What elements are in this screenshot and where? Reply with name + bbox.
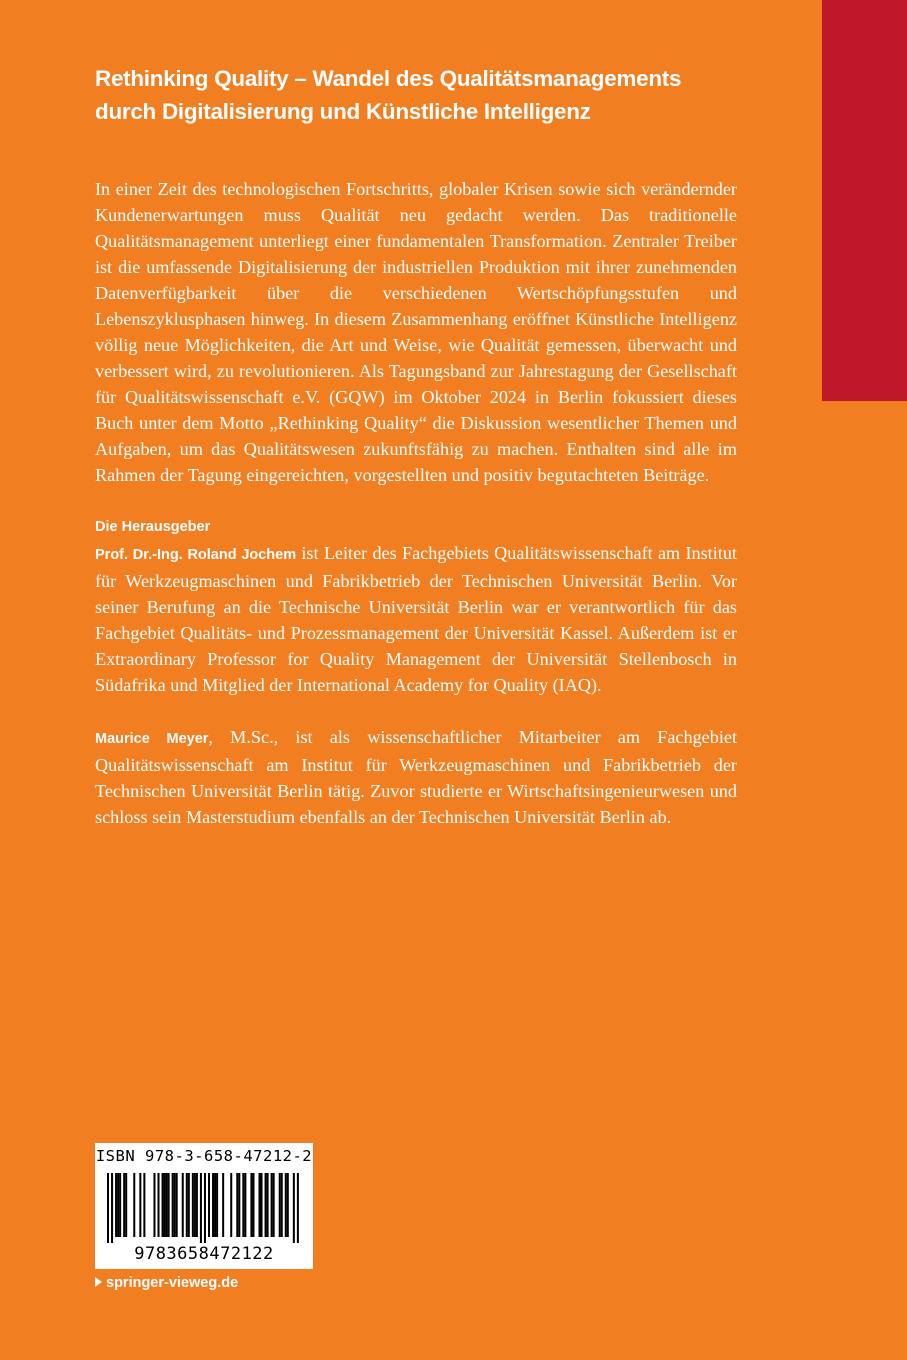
barcode-bar	[176, 1173, 178, 1237]
barcode-bar	[230, 1173, 232, 1237]
barcode-bar	[139, 1173, 141, 1237]
barcode-bar	[168, 1173, 170, 1237]
barcode-bar	[250, 1173, 252, 1237]
barcode-bar	[123, 1173, 125, 1237]
barcode-bar	[200, 1173, 202, 1243]
barcode-bar	[166, 1173, 168, 1237]
barcode-bar	[119, 1173, 121, 1237]
barcode-bar	[143, 1173, 145, 1237]
barcode-bar	[125, 1173, 127, 1237]
barcode-bar	[222, 1173, 224, 1237]
barcode-bar	[117, 1173, 119, 1237]
barcode-bar	[279, 1173, 281, 1237]
barcode-bar	[208, 1173, 210, 1237]
triangle-right-icon	[95, 1277, 102, 1287]
accent-band	[822, 0, 907, 401]
book-title-line-2: durch Digitalisierung und Künstliche Intelligenz	[95, 99, 591, 124]
barcode-bar	[212, 1173, 214, 1237]
editors-heading: Die Herausgeber	[95, 519, 211, 535]
barcode-bar	[204, 1173, 206, 1243]
barcode-bar	[252, 1173, 254, 1237]
barcode-bar	[186, 1173, 188, 1237]
barcode-bars	[104, 1173, 304, 1243]
barcode-bar	[238, 1173, 240, 1237]
barcode-bar	[216, 1173, 218, 1237]
barcode-bar	[265, 1173, 267, 1237]
barcode-bar	[188, 1173, 190, 1237]
barcode-bar	[267, 1173, 269, 1237]
barcode-bar	[281, 1173, 283, 1237]
barcode-bar	[287, 1173, 289, 1237]
barcode-bar	[236, 1173, 238, 1237]
barcode-bar	[242, 1173, 244, 1237]
barcode-bar	[261, 1173, 263, 1237]
publisher-website-link[interactable]	[95, 1275, 238, 1291]
book-title	[95, 62, 737, 128]
barcode-bar	[214, 1173, 216, 1237]
barcode-bar	[273, 1173, 275, 1237]
editor-bio-jochem	[95, 540, 737, 698]
barcode-bar	[158, 1173, 160, 1237]
barcode-digits: 9783658472122	[134, 1244, 274, 1264]
publisher-website-text: springer-vieweg.de	[106, 1275, 239, 1291]
book-title-line-1: Rethinking Quality – Wandel des Qualitätsmanagements	[95, 66, 682, 91]
editor-name-jochem: Prof. Dr.-Ing. Roland Jochem	[95, 547, 297, 563]
editor-bio-meyer	[95, 724, 737, 830]
barcode-bar	[271, 1173, 273, 1237]
isbn-barcode	[95, 1143, 313, 1269]
barcode-bar	[182, 1173, 184, 1237]
barcode-bar	[297, 1173, 299, 1243]
barcode-bar	[153, 1173, 155, 1237]
editor-bio-text-meyer: , M.Sc., ist als wissenschaftlicher Mitarbeiter am Fachgebiet Qualitätswissenschaft am Institut für Werkzeugmaschinen und Fabrikbetrieb der Technischen Universität Berlin tätig. Zuvor studierte er Wirtschaftsingenieurwesen und schloss sein Masterstudium ebenfalls an der Technischen Universität Berlin ab.	[95, 727, 738, 827]
barcode-bar	[194, 1173, 196, 1237]
isbn-label: ISBN 978-3-658-47212-2	[95, 1147, 313, 1165]
editor-bio-text-jochem: ist Leiter des Fachgebiets Qualitätswissenschaft am Institut für Werkzeugmaschinen und Fabrikbetrieb der Technischen Universität Berlin. Vor seiner Berufung an die Technische Universität Berlin war er verantwortlich für das Fachgebiet Qualitäts- und Prozessmanagement der Universität Kassel. Außerdem ist er Extraordinary Professor for Quality Management der Universität Stellenbosch in Südafrika und Mitglied der International Academy for Quality (IAQ).	[95, 543, 737, 695]
barcode-bar	[174, 1173, 176, 1237]
barcode-bar	[192, 1173, 194, 1237]
editors-section	[95, 514, 737, 830]
book-abstract: In einer Zeit des technologischen Fortschritts, globaler Krisen sowie sich verändernder Kundenerwartungen muss Qualität neu gedacht werden. Das traditionelle Qualitätsmanagement unterliegt einer fundamentalen Transformation. Zentraler Treiber ist die umfassende Digitalisierung der industriellen Produktion mit ihrer zunehmenden Datenverfügbarkeit über die verschiedenen Wertschöpfungsstufen und Lebenszyklusphasen hinweg. In diesem Zusammenhang eröffnet Künstliche Intelligenz völlig neue Möglichkeiten, die Art und Weise, wie Qualität gemessen, überwacht und verbessert wird, zu revolutionieren. Als Tagungsband zur Jahrestagung der Gesellschaft für Qualitätswissenschaft e.V. (GQW) im Oktober 2024 in Berlin fokussiert dieses Buch unter dem Motto „Rethinking Quality“ die Diskussion wesentlicher Themen und Aufgaben, um das Qualitätswesen zukunftsfähig zu machen. Enthalten sind alle im Rahmen der Tagung eingereichten, vorgestellten und positiv begutachteten Beiträge.	[95, 179, 737, 485]
barcode-bar	[172, 1173, 174, 1237]
barcode-bar	[111, 1173, 113, 1243]
barcode-bar	[196, 1173, 198, 1237]
barcode-bar	[115, 1173, 117, 1237]
editor-name-meyer: Maurice Meyer	[95, 731, 209, 747]
barcode-bar	[133, 1173, 135, 1237]
barcode-bar	[107, 1173, 109, 1243]
barcode-bar	[293, 1173, 295, 1243]
barcode-bar	[259, 1173, 261, 1237]
back-cover-content	[95, 62, 737, 830]
barcode-bar	[164, 1173, 166, 1237]
barcode-bar	[162, 1173, 164, 1237]
barcode-bar	[285, 1173, 287, 1237]
barcode-bar	[244, 1173, 246, 1237]
